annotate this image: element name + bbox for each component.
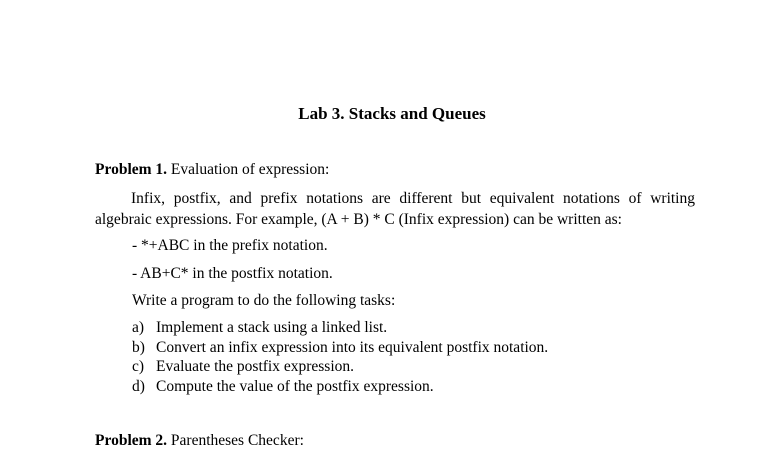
list-item-text: Convert an infix expression into its equivalent postfix notation. (156, 338, 549, 356)
list-item (132, 357, 732, 377)
list-item (132, 377, 732, 397)
task-list (132, 318, 732, 396)
list-item-marker: b) (132, 338, 145, 356)
problem-1-heading (95, 160, 735, 180)
list-item-text: Compute the value of the postfix expression. (156, 377, 434, 395)
problem-1-label: Problem 1. (95, 161, 168, 178)
tasks-intro: Write a program to do the following tasks: (132, 292, 396, 309)
list-item-marker: d) (132, 377, 145, 395)
problem-1-title: Evaluation of expression: (167, 161, 330, 178)
list-item-text: Implement a stack using a linked list. (156, 319, 388, 336)
problem-2-heading (95, 431, 735, 451)
list-item (132, 318, 732, 338)
document-title: Lab 3. Stacks and Queues (298, 104, 486, 123)
list-item-marker: c) (132, 358, 145, 375)
prefix-notation-line: - *+ABC in the prefix notation. (132, 237, 328, 254)
list-item-text: Evaluate the postfix expression. (156, 358, 355, 375)
list-item-marker: a) (132, 319, 145, 336)
problem-1-intro: Infix, postfix, and prefix notations are different but equivalent notations of writing algebraic expressions. For example, (A + B) * C (Infix expression) can be written as: (95, 190, 695, 228)
problem-2-title: Parentheses Checker: (167, 432, 304, 449)
problem-2-label: Problem 2. (95, 432, 168, 449)
list-item (132, 338, 732, 358)
postfix-notation-line: - AB+C* in the postfix notation. (132, 265, 333, 282)
